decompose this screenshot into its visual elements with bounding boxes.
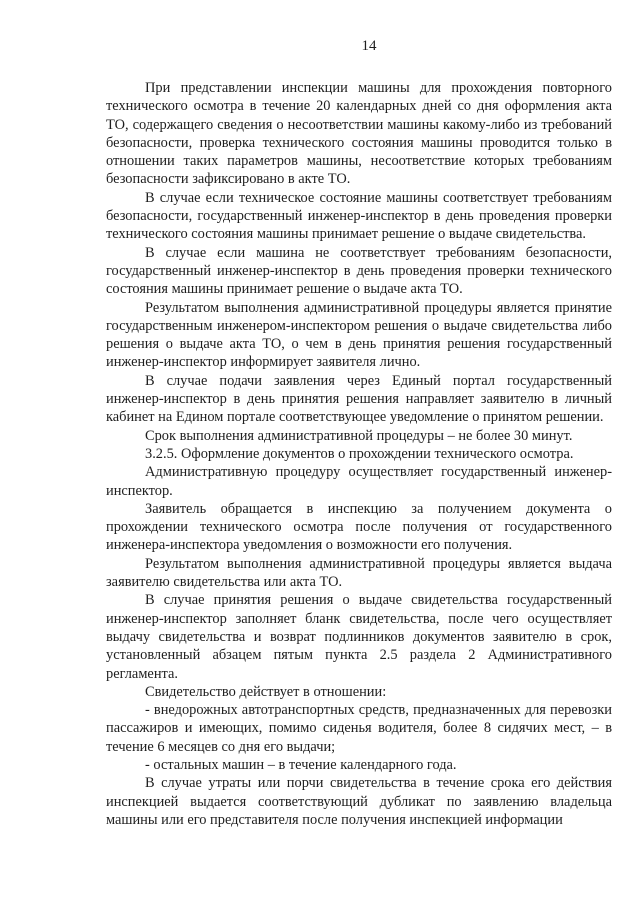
paragraph-portal-notification: В случае подачи заявления через Единый портал государственный инженер-инспектор в день принятия решения направляет заявителю в личный кабинет на Едином портале соответствующее уведомление о принятом решении. [106, 372, 612, 426]
paragraph-noncompliant-decision: В случае если машина не соответствует требованиям безопасности, государственный инженер-инспектор в день проведения проверки технического состояния машины принимает решение о выдаче акта ТО. [106, 244, 612, 298]
document-body [106, 79, 612, 829]
paragraph-certificate-issue: В случае принятия решения о выдаче свидетельства государственный инженер-инспектор заполняет бланк свидетельства, после чего осуществляет выдачу свидетельства и возврат подлинников документов заявителю в срок, установленный абзацем пятым пункта 2.5 раздела 2 Административного регламента. [106, 592, 612, 682]
paragraph-time-limit: Срок выполнения административной процедуры – не более 30 минут. [145, 427, 573, 444]
paragraph-compliant-decision: В случае если техническое состояние машины соответствует требованиям безопасности, государственный инженер-инспектор в день проведения проверки технического состояния машины принимает решение о выдаче свидетельства. [106, 189, 612, 243]
paragraph-applicant-request: Заявитель обращается в инспекцию за получением документа о прохождении технического осмотра после получения от государственного инженера-инспектора уведомления о возможности его получения. [106, 500, 612, 554]
paragraph-duplicate-certificate: В случае утраты или порчи свидетельства в течение срока его действия инспекцией выдается соответствующий дубликат по заявлению владельца машины или его представителя после получения инспекцией информации [106, 775, 612, 828]
paragraph-procedure-result: Результатом выполнения административной процедуры является принятие государственным инженером-инспектором решения о выдаче свидетельства либо решения о выдаче акта ТО, о чем в день принятия решения государственный инженер-инспектор информирует заявителя лично. [106, 299, 612, 371]
paragraph-responsible-inspector: Административную процедуру осуществляет государственный инженер-инспектор. [106, 464, 612, 499]
paragraph-repeat-inspection: При представлении инспекции машины для прохождения повторного технического осмотра в течение 20 календарных дней со дня оформления акта ТО, содержащего сведения о несоответствии машины какому-либо из требований безопасности, проверка технического состояния машины проводится только в отношении таких параметров машины, несоответствие которых требованиям безопасности зафиксировано в акте ТО. [106, 80, 612, 188]
list-item-other-machines: - остальных машин – в течение календарного года. [145, 756, 457, 773]
paragraph-validity-intro: Свидетельство действует в отношении: [145, 683, 387, 700]
paragraph-section-3-2-5: 3.2.5. Оформление документов о прохождении технического осмотра. [145, 445, 574, 462]
list-item-offroad-vehicles: - внедорожных автотранспортных средств, предназначенных для перевозки пассажиров и имеющих, помимо сиденья водителя, более 8 сидячих мест, – в течение 6 месяцев со дня его выдачи; [106, 702, 612, 755]
paragraph-issuance-result: Результатом выполнения административной процедуры является выдача заявителю свидетельства или акта ТО. [106, 555, 612, 591]
page-number: 14 [361, 38, 377, 54]
